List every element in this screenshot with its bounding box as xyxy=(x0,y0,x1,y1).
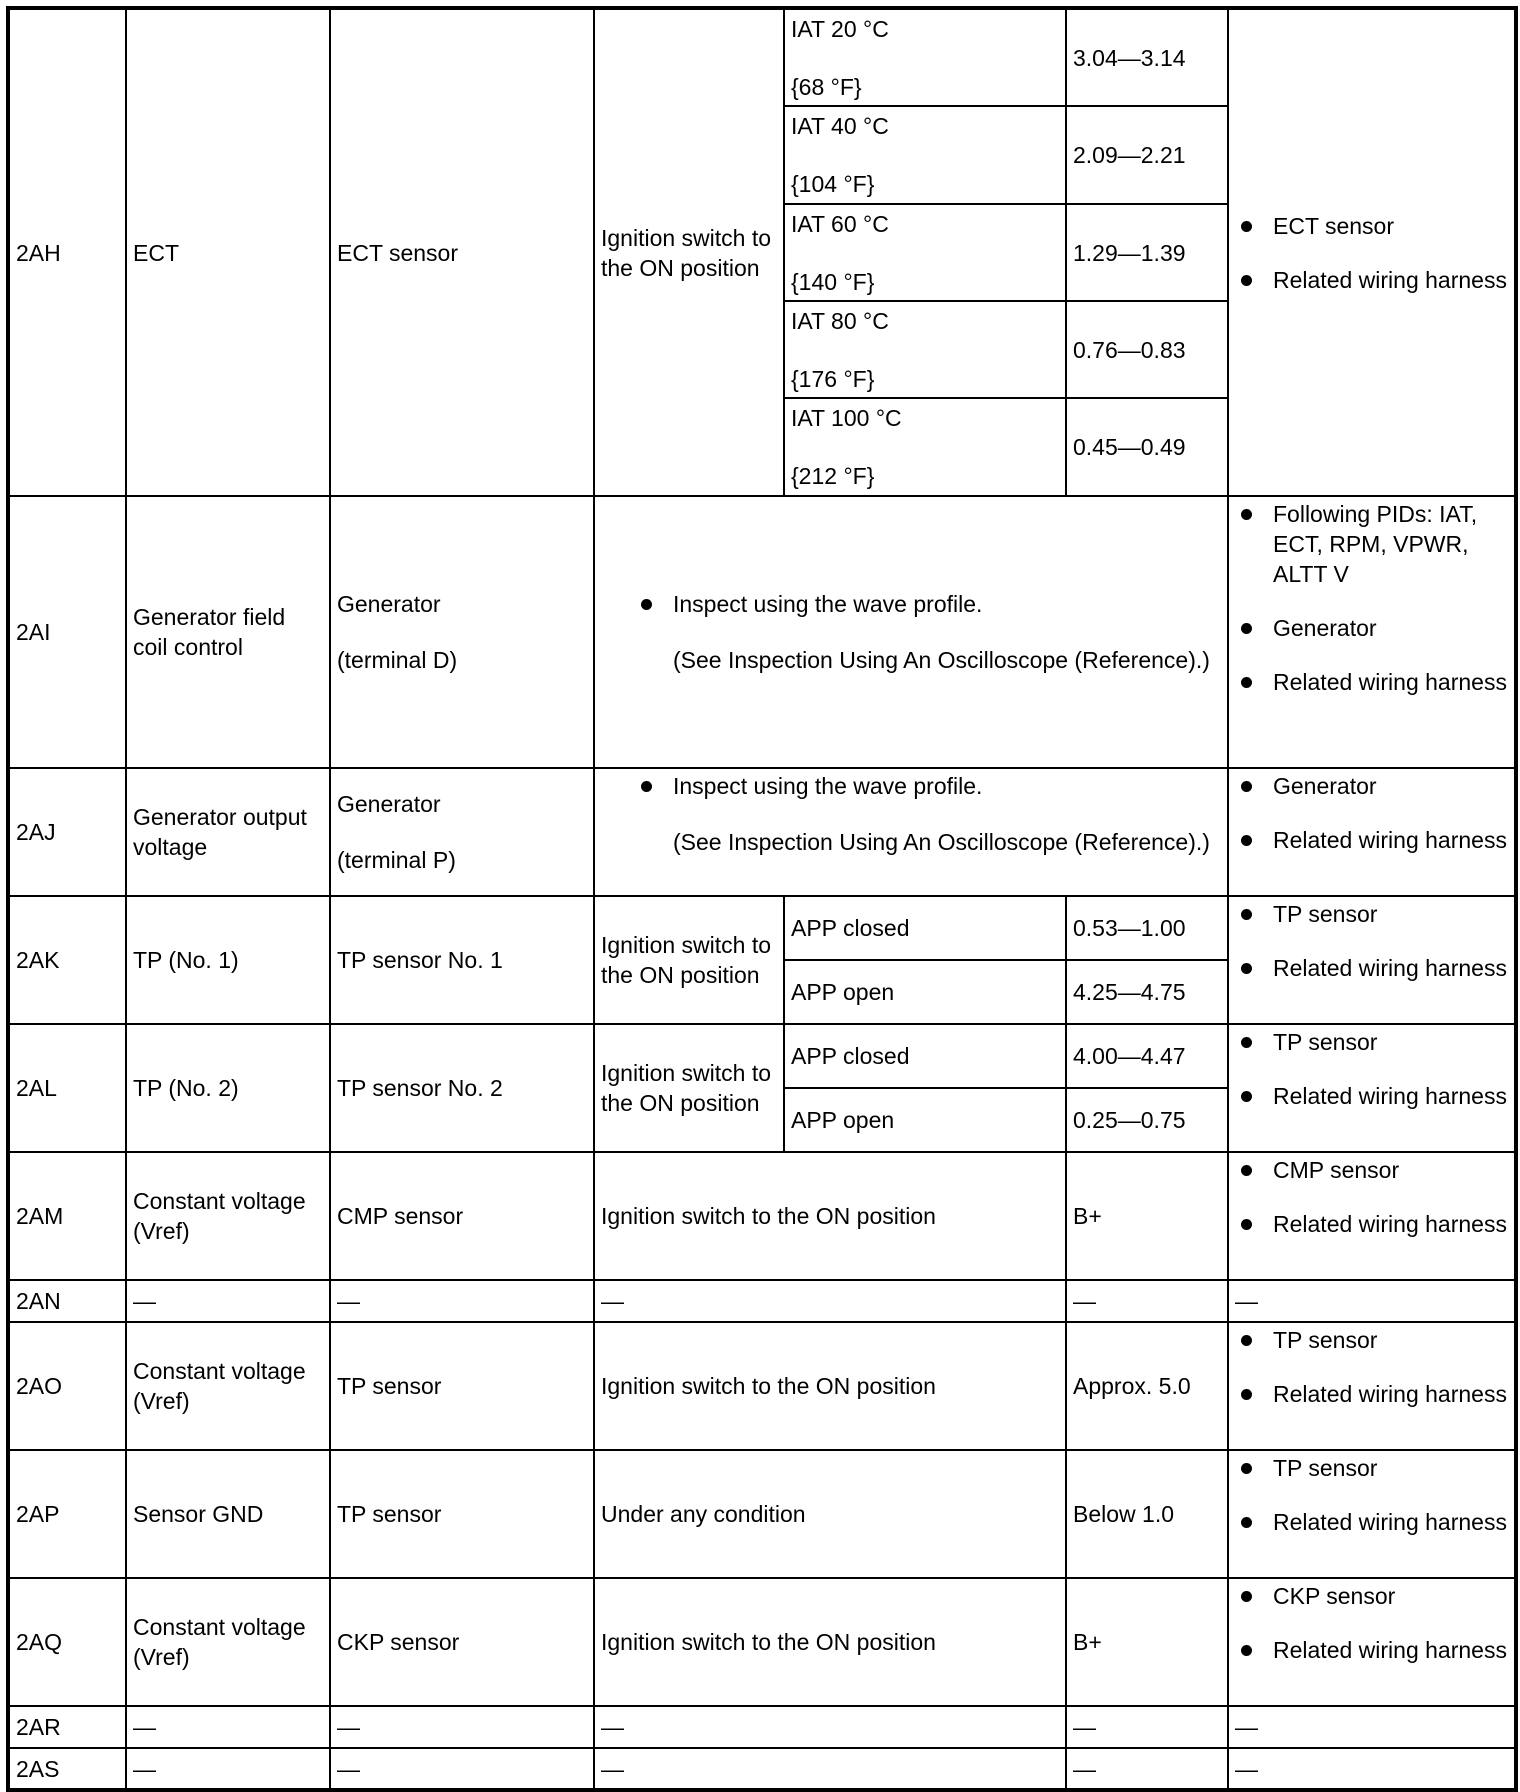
table-row-2an xyxy=(8,1280,1516,1322)
inspection-item-cell xyxy=(1228,1450,1516,1578)
inspection-item-cell xyxy=(1228,1578,1516,1706)
terminal-cell: 2AR xyxy=(8,1706,126,1748)
sub-condition-cell: IAT 100 °C {212 °F} xyxy=(784,398,1066,496)
terminal-cell: 2AI xyxy=(8,496,126,768)
list-item: Related wiring harness xyxy=(1235,1209,1508,1239)
voltage-cell: 1.29—1.39 xyxy=(1066,204,1228,301)
connected-cell: Generator (terminal P) xyxy=(330,768,594,896)
condition-cell: Ignition switch to the ON position xyxy=(594,1322,1066,1450)
signal-cell: TP (No. 1) xyxy=(126,896,330,1024)
sub-condition-cell: IAT 60 °C {140 °F} xyxy=(784,204,1066,301)
signal-cell: Generator field coil control xyxy=(126,496,330,768)
condition-cell: — xyxy=(594,1706,1066,1748)
connected-cell: TP sensor No. 2 xyxy=(330,1024,594,1152)
signal-cell: Generator output voltage xyxy=(126,768,330,896)
sub-condition-cell: IAT 40 °C {104 °F} xyxy=(784,106,1066,204)
terminal-cell: 2AS xyxy=(8,1748,126,1790)
terminal-cell: 2AP xyxy=(8,1450,126,1578)
inspection-item-cell: — xyxy=(1228,1280,1516,1322)
list-item: Related wiring harness xyxy=(1235,953,1508,983)
connected-cell: — xyxy=(330,1748,594,1790)
sub-condition-cell: IAT 80 °C {176 °F} xyxy=(784,301,1066,398)
connected-cell: TP sensor xyxy=(330,1450,594,1578)
connected-cell: — xyxy=(330,1280,594,1322)
table-row-2ak xyxy=(8,896,1516,960)
condition-cell: Ignition switch to the ON position xyxy=(594,1578,1066,1706)
condition-cell: Inspect using the wave profile. (See Inspection Using An Oscilloscope (Reference).) xyxy=(594,768,1228,896)
terminal-cell: 2AH xyxy=(8,8,126,496)
signal-cell: — xyxy=(126,1280,330,1322)
sub-condition-cell: IAT 20 °C {68 °F} xyxy=(784,8,1066,106)
voltage-cell: B+ xyxy=(1066,1578,1228,1706)
voltage-cell: Below 1.0 xyxy=(1066,1450,1228,1578)
signal-cell: Constant voltage (Vref) xyxy=(126,1152,330,1280)
condition-cell: Ignition switch to the ON position xyxy=(594,896,784,1024)
table-row-2al xyxy=(8,1024,1516,1088)
terminal-cell: 2AN xyxy=(8,1280,126,1322)
connected-cell: TP sensor No. 1 xyxy=(330,896,594,1024)
condition-cell: — xyxy=(594,1748,1066,1790)
terminal-cell: 2AJ xyxy=(8,768,126,896)
terminal-cell: 2AO xyxy=(8,1322,126,1450)
table-row-2ap xyxy=(8,1450,1516,1578)
list-item: CMP sensor xyxy=(1235,1155,1508,1185)
list-item: Related wiring harness xyxy=(1235,667,1508,697)
signal-cell: Constant voltage (Vref) xyxy=(126,1322,330,1450)
voltage-cell: — xyxy=(1066,1280,1228,1322)
list-item: Related wiring harness xyxy=(1235,265,1508,295)
connected-cell: Generator (terminal D) xyxy=(330,496,594,768)
table-row-2ar xyxy=(8,1706,1516,1748)
list-item: TP sensor xyxy=(1235,899,1508,929)
sub-condition-cell: APP closed xyxy=(784,896,1066,960)
voltage-cell: B+ xyxy=(1066,1152,1228,1280)
terminal-voltage-table xyxy=(6,6,1518,1792)
voltage-cell: 2.09—2.21 xyxy=(1066,106,1228,204)
voltage-cell: — xyxy=(1066,1706,1228,1748)
voltage-cell: — xyxy=(1066,1748,1228,1790)
terminal-cell: 2AK xyxy=(8,896,126,1024)
list-item: Following PIDs: IAT, ECT, RPM, VPWR, ALTT V xyxy=(1235,499,1508,589)
inspection-item-cell: — xyxy=(1228,1706,1516,1748)
condition-cell: Ignition switch to the ON position xyxy=(594,1024,784,1152)
condition-cell: Inspect using the wave profile. (See Inspection Using An Oscilloscope (Reference).) xyxy=(594,496,1228,768)
connected-cell: CKP sensor xyxy=(330,1578,594,1706)
inspection-item-cell xyxy=(1228,8,1516,496)
terminal-cell: 2AM xyxy=(8,1152,126,1280)
signal-cell: — xyxy=(126,1706,330,1748)
voltage-cell: 4.00—4.47 xyxy=(1066,1024,1228,1088)
list-item: Generator xyxy=(1235,771,1508,801)
sub-condition-cell: APP open xyxy=(784,960,1066,1024)
inspection-item-cell xyxy=(1228,896,1516,1024)
condition-cell: Ignition switch to the ON position xyxy=(594,1152,1066,1280)
list-item: Generator xyxy=(1235,613,1508,643)
signal-cell: TP (No. 2) xyxy=(126,1024,330,1152)
voltage-cell: Approx. 5.0 xyxy=(1066,1322,1228,1450)
signal-cell: ECT xyxy=(126,8,330,496)
signal-cell: Sensor GND xyxy=(126,1450,330,1578)
voltage-cell: 3.04—3.14 xyxy=(1066,8,1228,106)
sub-condition-cell: APP closed xyxy=(784,1024,1066,1088)
signal-cell: Constant voltage (Vref) xyxy=(126,1578,330,1706)
terminal-cell: 2AL xyxy=(8,1024,126,1152)
sub-condition-cell: APP open xyxy=(784,1088,1066,1152)
list-item: Related wiring harness xyxy=(1235,1507,1508,1537)
condition-cell: Under any condition xyxy=(594,1450,1066,1578)
signal-cell: — xyxy=(126,1748,330,1790)
list-item: Related wiring harness xyxy=(1235,1635,1508,1665)
table-row-2as xyxy=(8,1748,1516,1790)
inspection-item-cell: — xyxy=(1228,1748,1516,1790)
list-item: TP sensor xyxy=(1235,1453,1508,1483)
table-row-2ai xyxy=(8,496,1516,768)
voltage-cell: 0.25—0.75 xyxy=(1066,1088,1228,1152)
list-item: Related wiring harness xyxy=(1235,825,1508,855)
connected-cell: — xyxy=(330,1706,594,1748)
inspection-item-cell xyxy=(1228,1152,1516,1280)
condition-cell: Ignition switch to the ON position xyxy=(594,8,784,496)
voltage-cell: 0.53—1.00 xyxy=(1066,896,1228,960)
inspection-item-cell xyxy=(1228,1322,1516,1450)
connected-cell: ECT sensor xyxy=(330,8,594,496)
terminal-cell: 2AQ xyxy=(8,1578,126,1706)
table-row-2am xyxy=(8,1152,1516,1280)
list-item: TP sensor xyxy=(1235,1027,1508,1057)
list-item: Related wiring harness xyxy=(1235,1379,1508,1409)
table-row-2ao xyxy=(8,1322,1516,1450)
condition-cell: — xyxy=(594,1280,1066,1322)
inspection-item-cell xyxy=(1228,1024,1516,1152)
table-row-2aj xyxy=(8,768,1516,896)
list-item: CKP sensor xyxy=(1235,1581,1508,1611)
voltage-cell: 0.45—0.49 xyxy=(1066,398,1228,496)
table-row-2aq xyxy=(8,1578,1516,1706)
connected-cell: TP sensor xyxy=(330,1322,594,1450)
connected-cell: CMP sensor xyxy=(330,1152,594,1280)
inspection-item-cell xyxy=(1228,496,1516,768)
inspection-item-cell xyxy=(1228,768,1516,896)
table-row-2ah xyxy=(8,8,1516,106)
list-item: Related wiring harness xyxy=(1235,1081,1508,1111)
voltage-cell: 0.76—0.83 xyxy=(1066,301,1228,398)
voltage-cell: 4.25—4.75 xyxy=(1066,960,1228,1024)
list-item: TP sensor xyxy=(1235,1325,1508,1355)
list-item: ECT sensor xyxy=(1235,211,1508,241)
